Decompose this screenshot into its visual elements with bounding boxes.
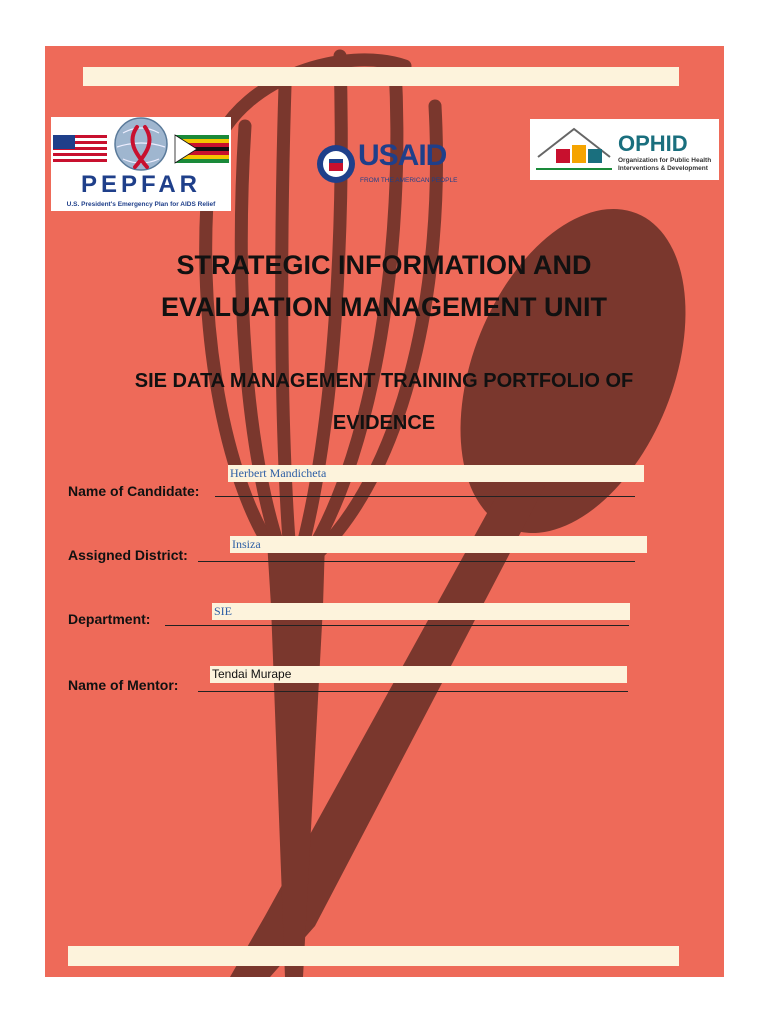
subtitle-line2: EVIDENCE	[332, 412, 436, 434]
pepfar-logo	[51, 117, 231, 211]
bottom-footer-bar	[68, 946, 679, 966]
usaid-seal-icon	[316, 137, 356, 191]
usaid-logo	[316, 135, 458, 195]
pepfar-tagline: U.S. President's Emergency Plan for AIDS Relief	[66, 201, 216, 208]
ophid-logo	[530, 119, 719, 180]
candidate-name-field[interactable]: Herbert Mandicheta	[228, 465, 644, 482]
department-field[interactable]: SIE	[212, 603, 630, 620]
candidate-label: Name of Candidate:	[68, 483, 200, 499]
district-label: Assigned District:	[68, 547, 188, 563]
candidate-underline	[215, 496, 635, 497]
ophid-tagline-line2: Interventions & Development	[618, 165, 708, 172]
ophid-tagline-line1: Organization for Public Health	[618, 157, 712, 164]
mentor-label: Name of Mentor:	[68, 677, 179, 693]
ophid-wordmark: OPHID	[618, 131, 688, 156]
district-underline	[198, 561, 635, 562]
department-label: Department:	[68, 611, 151, 627]
usaid-tagline: FROM THE AMERICAN PEOPLE	[360, 177, 458, 184]
district-field[interactable]: Insiza	[230, 536, 647, 553]
usaid-wordmark: USAID	[358, 139, 447, 172]
pepfar-wordmark: PEPFAR	[80, 171, 202, 198]
department-underline	[165, 625, 629, 626]
subtitle-line1: SIE DATA MANAGEMENT TRAINING PORTFOLIO OF	[134, 370, 634, 392]
main-title-line1: STRATEGIC INFORMATION AND	[176, 250, 592, 280]
mentor-name-field[interactable]: Tendai Murape	[210, 666, 627, 683]
top-header-bar	[83, 67, 679, 86]
mentor-underline	[198, 691, 628, 692]
main-title-line2: EVALUATION MANAGEMENT UNIT	[161, 292, 607, 322]
ophid-houses-icon	[534, 123, 614, 179]
